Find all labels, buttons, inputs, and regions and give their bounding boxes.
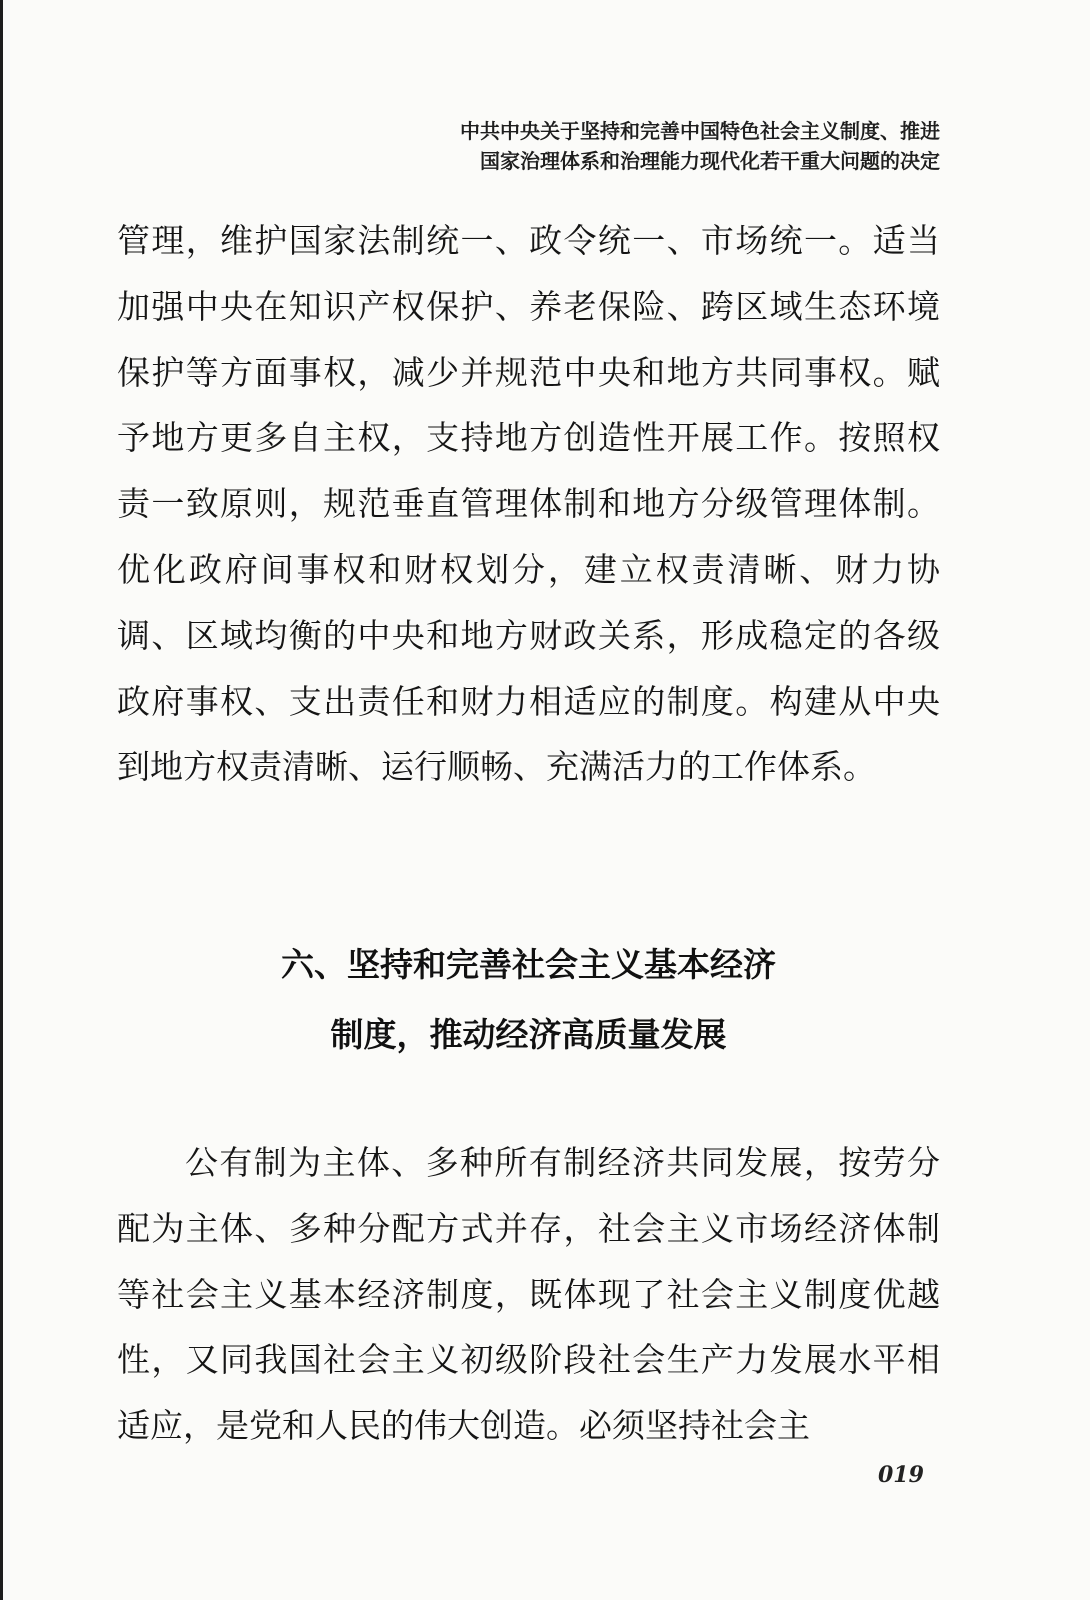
page-spine-edge [0, 0, 3, 1600]
page-number: 019 [878, 1462, 924, 1488]
section-heading-line-1: 六、坚持和完善社会主义基本经济 [281, 945, 776, 984]
running-header [320, 116, 940, 176]
section-heading [117, 930, 940, 1070]
section-heading-line-2: 制度，推动经济高质量发展 [330, 1015, 727, 1054]
body-paragraph-new: 公有制为主体、多种所有制经济共同发展，按劳分配为主体、多种分配方式并存，社会主义市场经济体制等社会主义基本经济制度，既体现了社会主义制度优越性，又同我国社会主义初级阶段社会生产力发展水平相适应，是党和人民的伟大创造。必须坚持社会主 [117, 1143, 940, 1446]
running-header-line-2: 国家治理体系和治理能力现代化若干重大问题的决定 [480, 149, 940, 173]
body-paragraph-continued: 管理，维护国家法制统一、政令统一、市场统一。适当加强中央在知识产权保护、养老保险、跨区域生态环境保护等方面事权，减少并规范中央和地方共同事权。赋予地方更多自主权，支持地方创造性开展工作。按照权责一致原则，规范垂直管理体制和地方分级管理体制。优化政府间事权和财权划分，建立权责清晰、财力协调、区域均衡的中央和地方财政关系，形成稳定的各级政府事权、支出责任和财力相适应的制度。构建从中央到地方权责清晰、运行顺畅、充满活力的工作体系。 [117, 221, 940, 787]
running-header-line-1: 中共中央关于坚持和完善中国特色社会主义制度、推进 [460, 119, 940, 143]
